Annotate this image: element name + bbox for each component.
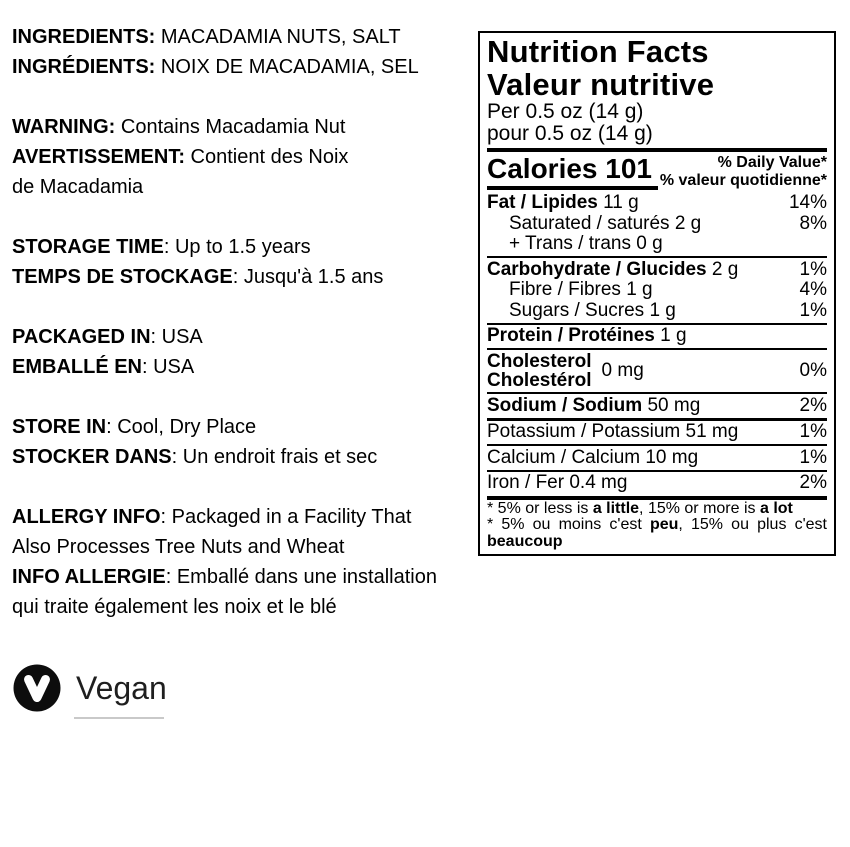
allergy-info-line-fr-cont — [12, 592, 480, 622]
warning-label-fr: AVERTISSEMENT: — [12, 146, 185, 168]
storage-time-line-en — [12, 232, 480, 262]
ingredients-label-en: INGREDIENTS: — [12, 26, 156, 48]
nutrient-row-potassium — [487, 422, 827, 443]
saturated-pct: 8% — [799, 212, 827, 234]
allergy-info-line-en-cont — [12, 532, 480, 562]
warning-section — [12, 112, 480, 202]
sugars-pct: 1% — [799, 299, 827, 321]
footnote-fr — [487, 517, 827, 550]
carbohydrate-pct: 1% — [799, 258, 827, 280]
fibre-label: Fibre / Fibres 1 g — [509, 279, 653, 300]
calories-value: Calories 101 — [487, 154, 658, 190]
calories-row — [487, 154, 827, 190]
footnote-en-text2: , 15% or more is — [639, 499, 760, 517]
calcium-pct: 1% — [799, 446, 827, 468]
footnote-en — [487, 501, 827, 518]
serving-size-en: Per 0.5 oz (14 g) — [487, 100, 644, 123]
warning-line-fr — [12, 142, 480, 172]
iron-pct: 2% — [799, 472, 827, 493]
daily-value-header — [660, 154, 827, 190]
ingredients-line-en — [12, 22, 480, 52]
footnote-en-text: * 5% or less is — [487, 499, 593, 517]
packaged-in-line-en — [12, 322, 480, 352]
cholesterol-pct: 0% — [799, 360, 827, 381]
divider-thin — [487, 444, 827, 446]
nutrient-row-saturated — [487, 214, 827, 235]
vegan-badge — [13, 664, 167, 712]
packaged-in-label-en: PACKAGED IN — [12, 326, 151, 348]
vegan-icon — [13, 664, 61, 712]
storage-time-line-fr — [12, 262, 480, 292]
vegan-label: Vegan — [76, 670, 167, 706]
sodium-label: Sodium / Sodium — [487, 394, 643, 416]
store-in-value-fr: : Un endroit frais et sec — [171, 446, 378, 468]
nutrient-row-fat — [487, 193, 827, 214]
fibre-pct: 4% — [799, 279, 827, 300]
vegan-underline — [74, 717, 164, 719]
daily-value-header-fr: % valeur quotidienne* — [659, 172, 827, 189]
warning-label-en: WARNING: — [12, 116, 116, 138]
store-in-section — [12, 412, 480, 472]
storage-time-section — [12, 232, 480, 292]
protein-amount: 1 g — [654, 325, 687, 346]
saturated-label: Saturated / saturés 2 g — [509, 212, 702, 234]
packaged-in-label-fr: EMBALLÉ EN — [12, 356, 142, 378]
nutrient-row-carbohydrate — [487, 260, 827, 281]
footnote-fr-text: * 5% ou moins c'est — [487, 516, 650, 533]
nutrient-row-protein — [487, 326, 827, 347]
footnote-fr-bold1: peu — [649, 516, 679, 533]
allergy-info-value-fr: : Emballé dans une installation — [165, 566, 437, 588]
cholesterol-amount: 0 mg — [601, 360, 644, 381]
allergy-info-value-en-cont: Also Processes Tree Nuts and Wheat — [12, 536, 345, 558]
fat-label: Fat / Lipides — [487, 192, 598, 213]
nutrient-row-sodium — [487, 396, 827, 417]
warning-line-fr-cont — [12, 172, 480, 202]
protein-label: Protein / Protéines — [487, 325, 655, 346]
storage-time-value-en: : Up to 1.5 years — [163, 236, 311, 258]
daily-value-header-en: % Daily Value* — [717, 154, 827, 171]
nutrient-row-calcium — [487, 448, 827, 469]
warning-line-en — [12, 112, 480, 142]
allergy-info-value-en: : Packaged in a Facility That — [160, 506, 412, 528]
store-in-value-en: : Cool, Dry Place — [106, 416, 257, 438]
iron-label: Iron / Fer 0.4 mg — [487, 472, 628, 493]
potassium-pct: 1% — [799, 421, 827, 442]
warning-value-fr: Contient des Noix — [184, 146, 349, 168]
store-in-label-fr: STOCKER DANS — [12, 446, 172, 468]
cholesterol-label-en: Cholesterol — [487, 350, 592, 372]
footnote-en-bold2: a lot — [759, 499, 793, 517]
packaged-in-line-fr — [12, 352, 480, 382]
ingredients-value-fr: NOIX DE MACADAMIA, SEL — [155, 56, 419, 78]
product-info-column — [12, 22, 480, 652]
fat-amount: 11 g — [597, 192, 639, 213]
nutrition-title-en: Nutrition Facts — [487, 34, 709, 69]
serving-size-fr: pour 0.5 oz (14 g) — [487, 122, 653, 145]
divider-thick — [487, 148, 827, 152]
nutrient-row-sugars — [487, 301, 827, 322]
allergy-info-value-fr-cont: qui traite également les noix et le blé — [12, 596, 337, 618]
fat-pct: 14% — [788, 192, 827, 213]
nutrient-row-iron — [487, 473, 827, 494]
packaged-in-section — [12, 322, 480, 382]
allergy-info-line-fr — [12, 562, 480, 592]
packaged-in-value-fr: : USA — [142, 356, 195, 378]
cholesterol-label-fr: Cholestérol — [487, 370, 592, 391]
sodium-pct: 2% — [799, 394, 827, 416]
trans-label: + Trans / trans 0 g — [509, 233, 663, 254]
store-in-label-en: STORE IN — [12, 416, 107, 438]
packaged-in-value-en: : USA — [150, 326, 203, 348]
allergy-info-label-en: ALLERGY INFO — [12, 506, 161, 528]
footnote-fr-bold2: beaucoup — [487, 532, 563, 550]
store-in-line-fr — [12, 442, 480, 472]
allergy-info-label-fr: INFO ALLERGIE — [12, 566, 166, 588]
footnote-fr-text2: , 15% ou plus c'est — [678, 516, 828, 533]
nutrient-row-trans — [487, 234, 827, 255]
store-in-line-en — [12, 412, 480, 442]
calcium-label: Calcium / Calcium 10 mg — [487, 446, 699, 468]
warning-value-fr-cont: de Macadamia — [12, 176, 144, 198]
ingredients-line-fr — [12, 52, 480, 82]
storage-time-label-en: STORAGE TIME — [12, 236, 164, 258]
allergy-info-line-en — [12, 502, 480, 532]
divider-thin — [487, 348, 827, 350]
nutrition-facts-panel — [478, 31, 836, 556]
potassium-label: Potassium / Potassium 51 mg — [487, 421, 739, 442]
sugars-label: Sugars / Sucres 1 g — [509, 299, 676, 321]
ingredients-label-fr: INGRÉDIENTS: — [12, 56, 156, 78]
nutrient-row-fibre — [487, 280, 827, 301]
nutrition-title-fr: Valeur nutritive — [487, 67, 715, 102]
carbohydrate-amount: 2 g — [706, 258, 739, 280]
nutrient-row-cholesterol — [487, 352, 827, 391]
storage-time-label-fr: TEMPS DE STOCKAGE — [12, 266, 233, 288]
allergy-info-section — [12, 502, 480, 622]
ingredients-value-en: MACADAMIA NUTS, SALT — [155, 26, 401, 48]
ingredients-section — [12, 22, 480, 82]
carbohydrate-label: Carbohydrate / Glucides — [487, 258, 707, 280]
storage-time-value-fr: : Jusqu'à 1.5 ans — [232, 266, 384, 288]
sodium-amount: 50 mg — [642, 394, 701, 416]
warning-value-en: Contains Macadamia Nut — [115, 116, 346, 138]
footnote-en-bold1: a little — [592, 499, 640, 517]
